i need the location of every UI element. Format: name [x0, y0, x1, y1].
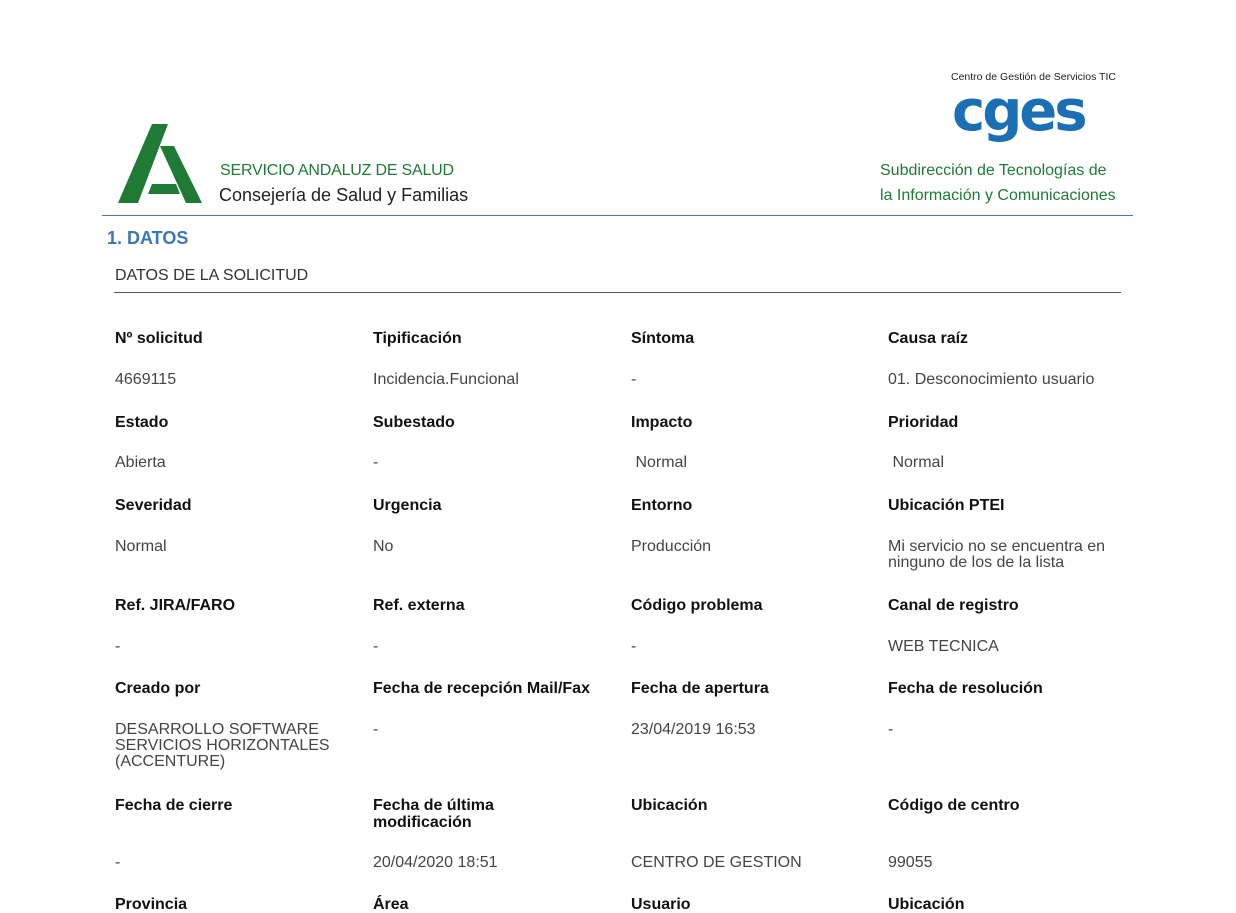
label-sintoma: Síntoma	[631, 330, 695, 347]
value-canal-registro: WEB TECNICA	[888, 638, 999, 655]
label-n-solicitud: Nº solicitud	[115, 330, 203, 347]
label-prioridad: Prioridad	[888, 414, 959, 431]
label-urgencia: Urgencia	[373, 497, 442, 514]
label-usuario: Usuario	[631, 896, 691, 913]
value-ref-jira-faro: -	[115, 638, 121, 655]
value-prioridad: Normal	[888, 454, 945, 471]
section-title: 1. DATOS	[107, 228, 189, 248]
cges-caption: Centro de Gestión de Servicios TIC	[951, 71, 1116, 83]
value-sintoma: -	[631, 371, 637, 388]
value-subestado: -	[373, 454, 379, 471]
value-ubicacion: CENTRO DE GESTION	[631, 854, 802, 871]
subsection-divider	[114, 292, 1121, 293]
value-fecha-recepcion: -	[373, 721, 379, 738]
value-entorno: Producción	[631, 538, 712, 555]
label-entorno: Entorno	[631, 497, 693, 514]
label-fecha-recepcion: Fecha de recepción Mail/Fax	[373, 680, 590, 697]
org-name: SERVICIO ANDALUZ DE SALUD	[220, 162, 454, 179]
label-fecha-resolucion: Fecha de resolución	[888, 680, 1043, 697]
subdirection-line-2: la Información y Comunicaciones	[880, 187, 1116, 204]
label-causa-raiz: Causa raíz	[888, 330, 969, 347]
label-codigo-centro: Código de centro	[888, 797, 1020, 814]
label-canal-registro: Canal de registro	[888, 597, 1019, 614]
value-codigo-centro: 99055	[888, 854, 933, 871]
value-impacto: Normal	[631, 454, 688, 471]
org-department: Consejería de Salud y Familias	[219, 185, 469, 205]
label-ref-jira-faro: Ref. JIRA/FARO	[115, 597, 236, 614]
value-fecha-ultima-modificacion: 20/04/2020 18:51	[373, 854, 498, 871]
value-creado-por: DESARROLLO SOFTWARE SERVICIOS HORIZONTALES (ACCENTURE)	[115, 721, 330, 770]
label-provincia: Provincia	[115, 896, 188, 913]
label-ref-externa: Ref. externa	[373, 597, 465, 614]
value-codigo-problema: -	[631, 638, 637, 655]
value-estado: Abierta	[115, 454, 166, 471]
value-fecha-apertura: 23/04/2019 16:53	[631, 721, 756, 738]
label-fecha-apertura: Fecha de apertura	[631, 680, 769, 697]
label-impacto: Impacto	[631, 414, 693, 431]
subdirection-line-1: Subdirección de Tecnologías de	[880, 162, 1107, 179]
header-divider	[102, 215, 1133, 216]
value-ref-externa: -	[373, 638, 379, 655]
label-subestado: Subestado	[373, 414, 455, 431]
label-tipificacion: Tipificación	[373, 330, 462, 347]
value-severidad: Normal	[115, 538, 167, 555]
label-fecha-ultima-modificacion: Fecha de última modificación	[373, 797, 494, 831]
cges-logo	[952, 84, 1132, 148]
label-ubicacion-ptei: Ubicación PTEI	[888, 497, 1005, 514]
document-header	[0, 0, 1236, 218]
value-ubicacion-ptei: Mi servicio no se encuentra en ninguno de los de la lista	[888, 538, 1105, 571]
subdirection-text	[880, 158, 1116, 208]
value-tipificacion: Incidencia.Funcional	[373, 371, 519, 388]
value-fecha-resolucion: -	[888, 721, 894, 738]
label-estado: Estado	[115, 414, 169, 431]
label-fecha-cierre: Fecha de cierre	[115, 797, 233, 814]
label-ubicacion-2: Ubicación	[888, 896, 965, 913]
value-fecha-cierre: -	[115, 854, 121, 871]
label-codigo-problema: Código problema	[631, 597, 763, 614]
value-n-solicitud: 4669115	[115, 371, 177, 388]
label-area: Área	[373, 896, 409, 913]
label-severidad: Severidad	[115, 497, 192, 514]
label-creado-por: Creado por	[115, 680, 201, 697]
cges-logo-text: cges	[952, 84, 1085, 144]
label-ubicacion: Ubicación	[631, 797, 708, 814]
subsection-title: DATOS DE LA SOLICITUD	[115, 267, 309, 284]
value-urgencia: No	[373, 538, 394, 555]
value-causa-raiz: 01. Desconocimiento usuario	[888, 371, 1095, 388]
junta-andalucia-logo	[116, 120, 202, 206]
